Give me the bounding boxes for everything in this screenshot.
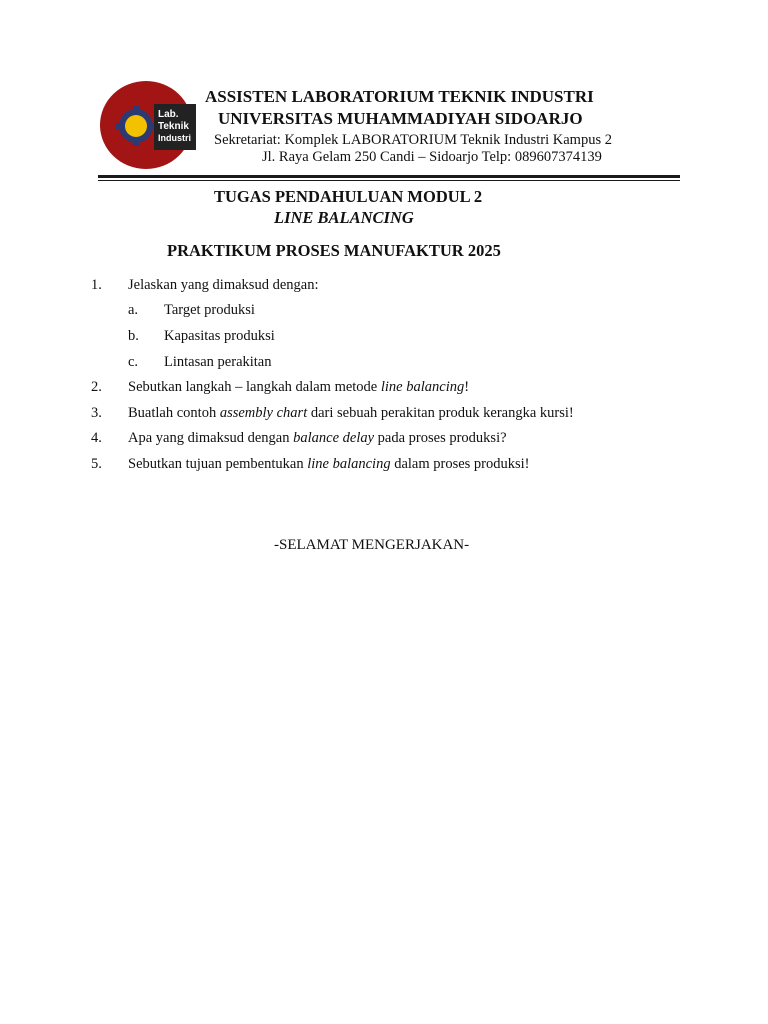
subitem-c-text: Lintasan perakitan bbox=[164, 354, 272, 370]
lab-logo bbox=[100, 80, 196, 170]
question-1-number: 1. bbox=[91, 277, 102, 293]
question-4-number: 4. bbox=[91, 430, 102, 446]
subitem-c-letter: c. bbox=[128, 354, 139, 370]
question-5-text: Sebutkan tujuan pembentukan line balancing dalam proses produksi! bbox=[128, 456, 530, 472]
document-subtitle: LINE BALANCING bbox=[274, 208, 414, 227]
question-3-number: 3. bbox=[91, 405, 102, 421]
closing-text: -SELAMAT MENGERJAKAN- bbox=[274, 537, 470, 553]
course-title: PRAKTIKUM PROSES MANUFAKTUR 2025 bbox=[167, 241, 501, 260]
address-line1: Sekretariat: Komplek LABORATORIUM Teknik Industri Kampus 2 bbox=[214, 132, 612, 148]
subitem-b-text: Kapasitas produksi bbox=[164, 328, 275, 344]
question-2-text: Sebutkan langkah – langkah dalam metode line balancing! bbox=[128, 379, 470, 395]
subitem-a-letter: a. bbox=[128, 302, 139, 318]
question-1-text: Jelaskan yang dimaksud dengan: bbox=[128, 277, 319, 293]
question-2-number: 2. bbox=[91, 379, 102, 395]
org-name-line2: UNIVERSITAS MUHAMMADIYAH SIDOARJO bbox=[218, 109, 583, 128]
subitem-b-letter: b. bbox=[128, 328, 139, 344]
logo-text-line3: Industri bbox=[158, 133, 191, 143]
document-title: TUGAS PENDAHULUAN MODUL 2 bbox=[214, 187, 483, 206]
org-name-line1: ASSISTEN LABORATORIUM TEKNIK INDUSTRI bbox=[205, 87, 594, 106]
address-line2: Jl. Raya Gelam 250 Candi – Sidoarjo Telp: 089607374139 bbox=[262, 149, 602, 165]
subitem-a-text: Target produksi bbox=[164, 302, 255, 318]
letterhead-divider-thin bbox=[98, 180, 680, 181]
logo-text-line2: Teknik bbox=[158, 121, 189, 132]
question-5-number: 5. bbox=[91, 456, 102, 472]
letterhead-divider bbox=[98, 175, 680, 178]
question-4-text: Apa yang dimaksud dengan balance delay pada proses produksi? bbox=[128, 430, 507, 446]
question-3-text: Buatlah contoh assembly chart dari sebuah perakitan produk kerangka kursi! bbox=[128, 405, 574, 421]
logo-text-line1: Lab. bbox=[158, 109, 179, 120]
